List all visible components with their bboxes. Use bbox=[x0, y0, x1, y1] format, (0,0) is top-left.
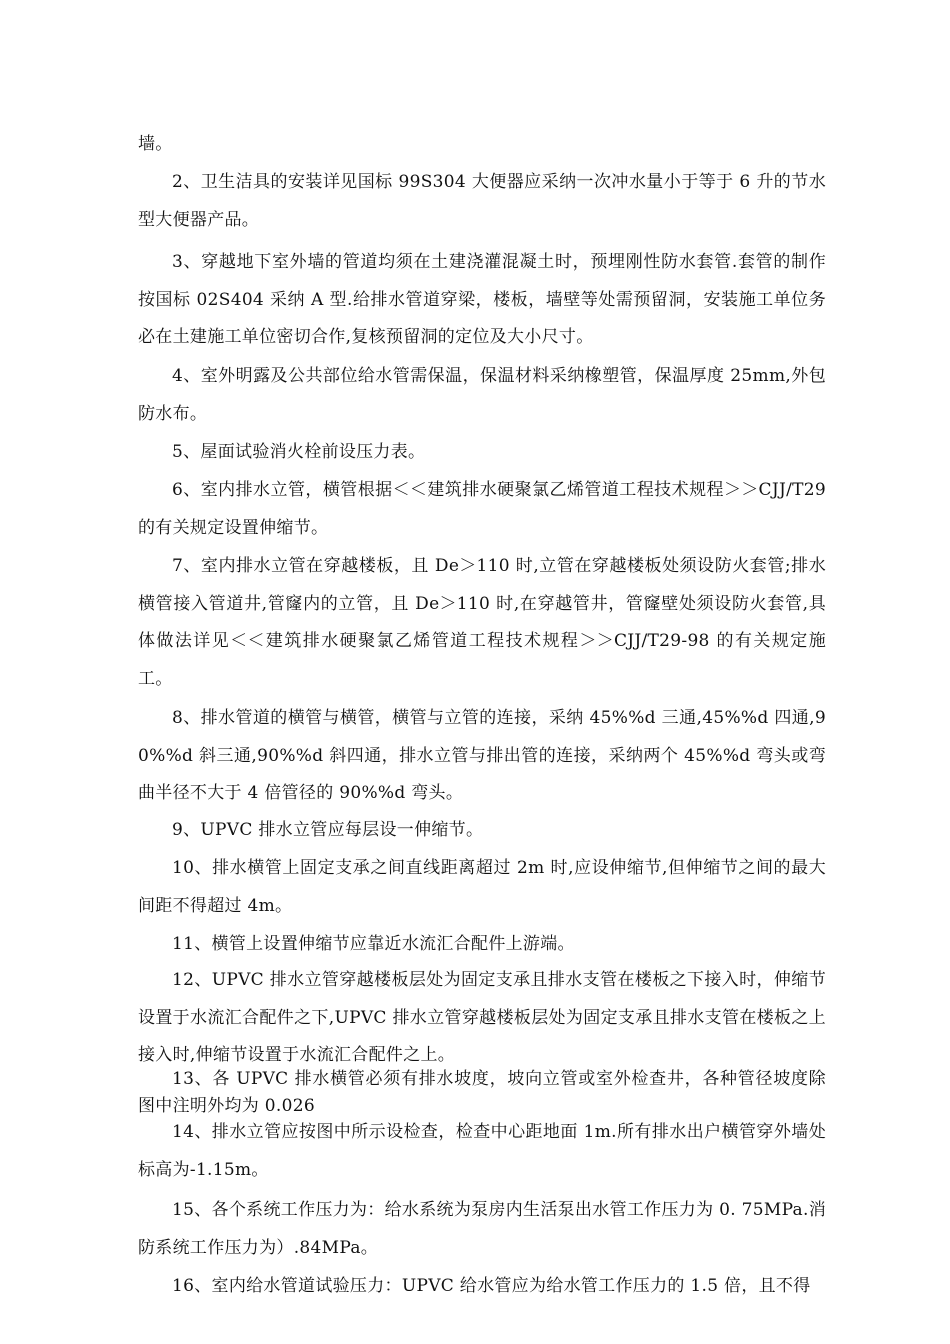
paragraph-item-4: 4、室外明露及公共部位给水管需保温，保温材料采纳橡塑管，保温厚度 25mm,外包防水布。 bbox=[138, 366, 826, 424]
paragraph-item-16: 16、室内给水管道试验压力：UPVC 给水管应为给水管工作压力的 1.5 倍，且不得 bbox=[172, 1276, 811, 1296]
paragraph-item-5: 5、屋面试验消火栓前设压力表。 bbox=[172, 442, 426, 462]
paragraph-continuation: 墙。 bbox=[138, 134, 173, 154]
paragraph-item-15: 15、各个系统工作压力为：给水系统为泵房内生活泵出水管工作压力为 0. 75MPa.消防系统工作压力为）.84MPa。 bbox=[138, 1200, 826, 1258]
paragraph-item-11: 11、横管上设置伸缩节应靠近水流汇合配件上游端。 bbox=[172, 934, 575, 954]
paragraph-item-8: 8、排水管道的横管与横管，横管与立管的连接，采纳 45%%d 三通,45%%d 四通,90%%d 斜三通,90%%d 斜四通，排水立管与排出管的连接，采纳两个 45%%d 弯头或弯曲半径不大于 4 倍管径的 90%%d 弯头。 bbox=[138, 708, 826, 803]
paragraph-item-12: 12、UPVC 排水立管穿越楼板层处为固定支承且排水支管在楼板之下接入时，伸缩节设置于水流汇合配件之下,UPVC 排水立管穿越楼板层处为固定支承且排水支管在楼板之上接入时,伸缩节设置于水流汇合配件之上。 bbox=[138, 970, 826, 1065]
paragraph-item-10: 10、排水横管上固定支承之间直线距离超过 2m 时,应设伸缩节,但伸缩节之间的最大间距不得超过 4m。 bbox=[138, 858, 826, 916]
paragraph-item-3: 3、穿越地下室外墙的管道均须在土建浇灌混凝土时，预埋刚性防水套管.套管的制作按国标 02S404 采纳 A 型.给排水管道穿梁，楼板，墙壁等处需预留洞，安装施工单位务必在土建施工单位密切合作,复核预留洞的定位及大小尺寸。 bbox=[138, 252, 826, 347]
paragraph-item-13: 13、各 UPVC 排水横管必须有排水坡度，坡向立管或室外检查井，各种管径坡度除图中注明外均为 0.026 bbox=[138, 1069, 826, 1116]
paragraph-item-7: 7、室内排水立管在穿越楼板，且 De＞110 时,立管在穿越楼板处须设防火套管;排水横管接入管道井,管窿内的立管，且 De＞110 时,在穿越管井，管窿壁处须设防火套管,具体做法详见＜＜建筑排水硬聚氯乙烯管道工程技术规程＞＞CJJ/T29-98 的有关规定施工。 bbox=[138, 556, 826, 689]
paragraph-item-9: 9、UPVC 排水立管应每层设一伸缩节。 bbox=[172, 820, 484, 840]
paragraph-item-2: 2、卫生洁具的安装详见国标 99S304 大便器应采纳一次冲水量小于等于 6 升的节水型大便器产品。 bbox=[138, 172, 826, 230]
paragraph-item-14: 14、排水立管应按图中所示设检查，检查中心距地面 1m.所有排水出户横管穿外墙处标高为-1.15m。 bbox=[138, 1122, 826, 1180]
paragraph-item-6: 6、室内排水立管，横管根据＜＜建筑排水硬聚氯乙烯管道工程技术规程＞＞CJJ/T29 的有关规定设置伸缩节。 bbox=[138, 480, 826, 538]
